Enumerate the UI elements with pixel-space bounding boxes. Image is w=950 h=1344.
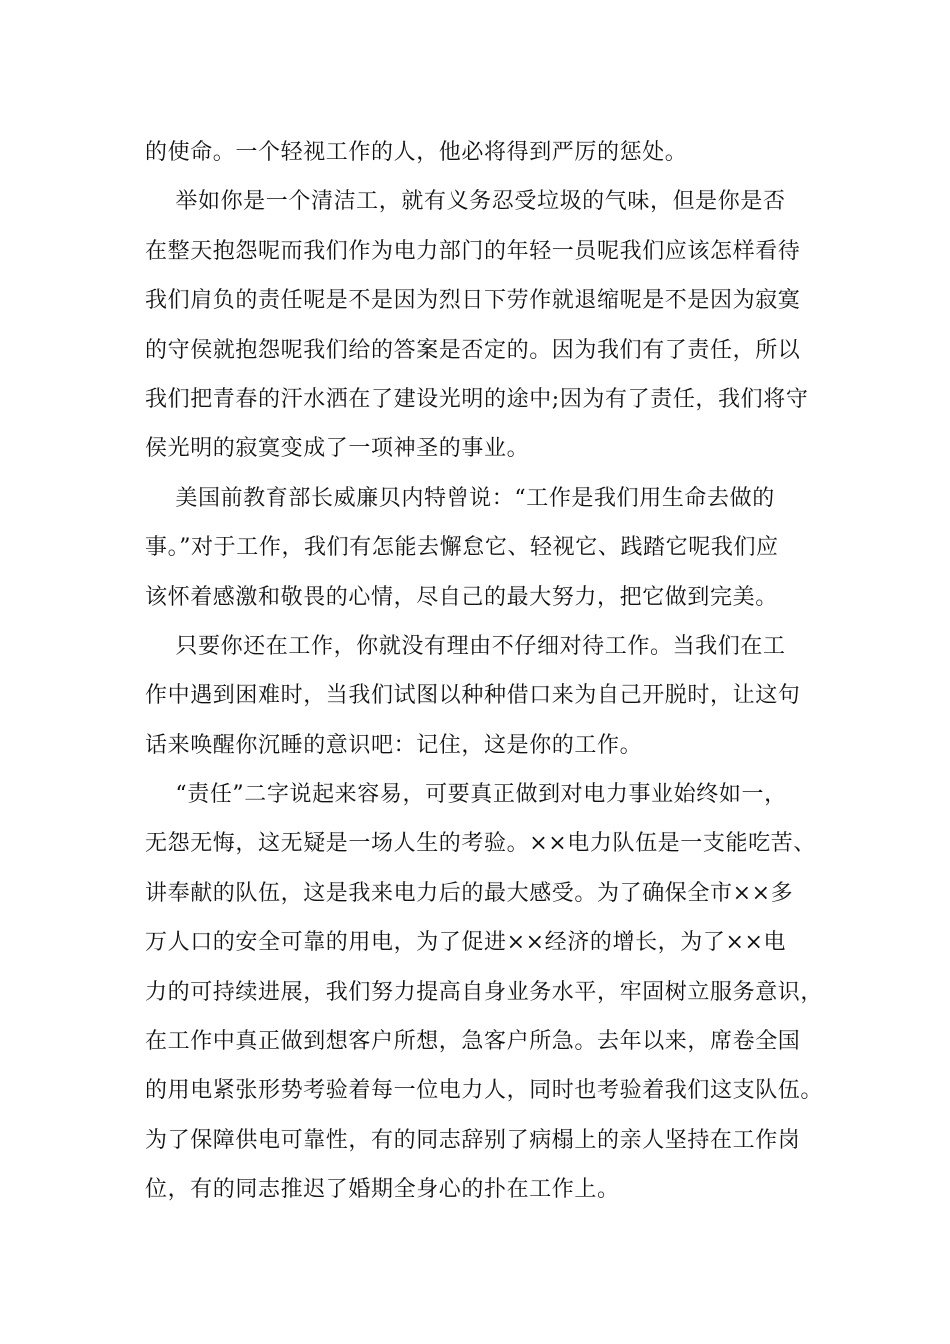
text-line: “责任”二字说起来容易，可要真正做到对电力事业始终如一，	[145, 782, 787, 808]
text-line: 作中遇到困难时，当我们试图以种种借口来为自己开脱时，让这句	[145, 683, 801, 709]
text-line: 我们肩负的责任呢是不是因为烈日下劳作就退缩呢是不是因为寂寞	[145, 288, 801, 314]
text-line: 在整天抱怨呢而我们作为电力部门的年轻一员呢我们应该怎样看待	[145, 238, 801, 264]
text-line: 力的可持续进展，我们努力提高自身业务水平，牢固树立服务意识，	[145, 979, 824, 1005]
text-line: 美国前教育部长威廉贝内特曾说：“工作是我们用生命去做的	[145, 485, 775, 511]
text-line: 侯光明的寂寞变成了一项神圣的事业。	[145, 436, 530, 462]
text-line: 我们把青春的汗水洒在了建设光明的途中;因为有了责任，我们将守	[145, 386, 809, 412]
text-line: 的守侯就抱怨呢我们给的答案是否定的。因为我们有了责任，所以	[145, 337, 801, 363]
text-line: 为了保障供电可靠性，有的同志辞别了病榻上的亲人坚持在工作岗	[145, 1127, 801, 1153]
text-line: 举如你是一个清洁工，就有义务忍受垃圾的气味，但是你是否	[145, 189, 786, 215]
text-line: 只要你还在工作，你就没有理由不仔细对待工作。当我们在工	[145, 633, 786, 659]
document-body	[145, 128, 825, 1215]
text-line: 无怨无悔，这无疑是一场人生的考验。××电力队伍是一支能吃苦、	[145, 831, 816, 857]
text-line: 的使命。一个轻视工作的人，他必将得到严厉的惩处。	[145, 140, 688, 165]
text-line: 事。”对于工作，我们有怎能去懈怠它、轻视它、践踏它呢我们应	[145, 535, 779, 561]
text-line: 的用电紧张形势考验着每一位电力人，同时也考验着我们这支队伍。	[145, 1078, 824, 1104]
text-line: 位，有的同志推迟了婚期全身心的扑在工作上。	[145, 1177, 620, 1203]
text-line: 讲奉献的队伍，这是我来电力后的最大感受。为了确保全市××多	[145, 880, 794, 906]
text-line: 在工作中真正做到想客户所想，急客户所急。去年以来，席卷全国	[145, 1029, 801, 1055]
text-line: 万人口的安全可靠的用电，为了促进××经济的增长，为了××电	[145, 930, 787, 956]
text-line: 话来唤醒你沉睡的意识吧：记住，这是你的工作。	[145, 732, 643, 758]
text-line: 该怀着感激和敬畏的心情，尽自己的最大努力，把它做到完美。	[145, 584, 778, 610]
